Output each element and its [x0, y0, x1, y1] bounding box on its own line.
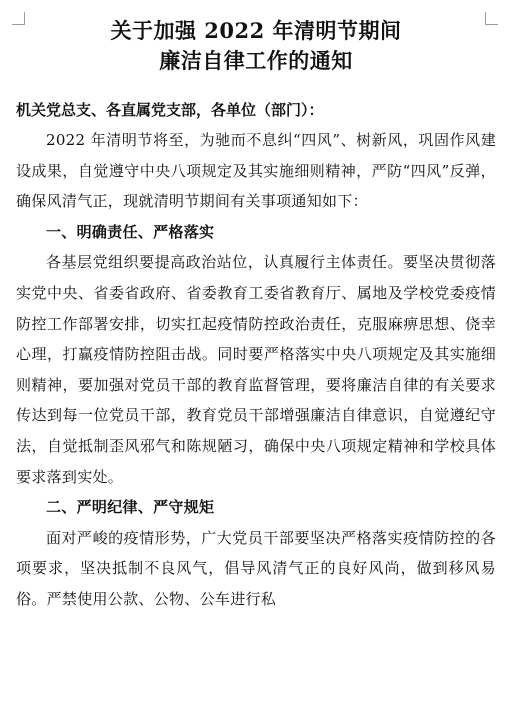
title-line-1: 关于加强 2022 年清明节期间: [110, 18, 402, 43]
document-title: [16, 16, 496, 76]
section-2-heading: 二、严明纪律、严守规矩: [46, 498, 215, 517]
section-1-paragraph: 各基层党组织要提高政治站位，认真履行主体责任。要坚决贯彻落实党中央、省委省政府、省委教育工委省教育厅、属地及学校党委疫情防控工作部署安排，切实扛起疫情防控政治责任，克服麻痹思想、侥幸心理，打赢疫情防控阻击战。同时要严格落实中央八项规定及其实施细则精神，要加强对党员干部的教育监督管理，要将廉洁自律的有关要求传达到每一位党员干部，教育党员干部增强廉洁自律意识，自觉遵纪守法，自觉抵制歪风邪气和陈规陋习，确保中央八项规定精神和学校具体要求落到实处。: [16, 253, 496, 486]
section-2-paragraph: 面对严峻的疫情形势，广大党员干部要坚决严格落实疫情防控的各项要求，坚决抵制不良风气，倡导风清气正的良好风尚，做到移风易俗。严禁使用公款、公物、公车进行私: [16, 528, 496, 608]
section-1-heading: 一、明确责任、严格落实: [46, 222, 215, 241]
document-page: [16, 16, 496, 615]
intro-paragraph: 2022 年清明节将至，为驰而不息纠“四风”、树新风，巩固作风建设成果，自觉遵守中央八项规定及其实施细则精神，严防“四风”反弹，确保风清气正，现就清明节期间有关事项通知如下：: [16, 131, 496, 211]
title-line-2: 廉洁自律工作的通知: [159, 48, 353, 73]
salutation: 机关党总支、各直属党支部，各单位（部门）：: [16, 101, 324, 119]
